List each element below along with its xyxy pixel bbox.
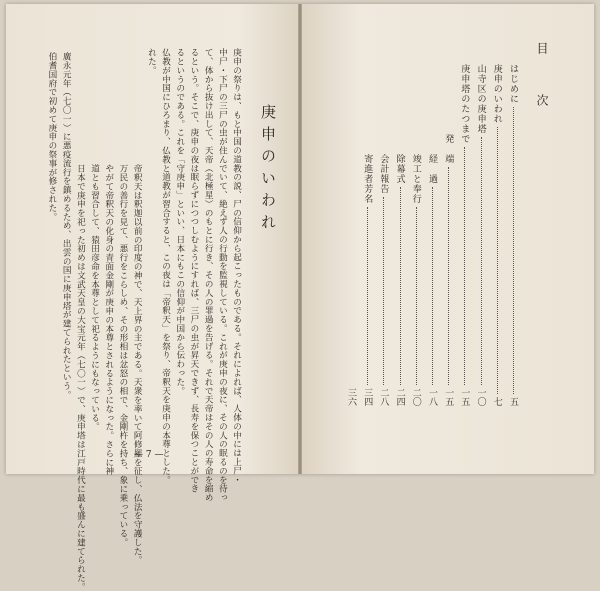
text-column: 万民の善行を見て、悪行をこらしめ、その形相は忿怒の相で、金剛杵を持ち、象に乗っている。 [117,164,128,547]
left-page [6,4,298,591]
toc-item-label: 寄進者芳名 [362,154,373,204]
text-column: 庚申の祭りは、もと中国の道教の説、尸の信仰から起こったものである。それによれば、人体の中には上尸・ [231,48,242,485]
toc-item-label: 会計報告 [378,154,389,194]
toc-leader-dots [367,207,368,385]
toc-leader-dots [432,187,433,385]
toc-item-page: 二八 [378,388,389,406]
text-column: れた。 [146,48,157,75]
toc-item-page: 二四 [394,388,405,406]
text-column: 中尸・下尸の三尸の虫が住んでいて、絶えず人の行動を監視している。これが庚申の夜に、その人の眠るのを待っ [217,48,228,502]
toc-item-label: 除幕式 [394,154,405,184]
section-title: 庚申のいわれ [259,104,277,236]
toc-leader-dots [464,147,465,385]
toc-item[interactable] [377,154,390,406]
toc-leader-dots [383,197,384,385]
toc-item-page: 三六 [346,388,356,406]
toc-item-label: 庚申塔のたつまで [459,64,470,144]
toc-item-label: 発 端 [443,134,454,164]
toc-item[interactable] [345,64,358,406]
toc-item-page: 五 [508,397,518,406]
toc-leader-dots [497,127,498,394]
toc-item-page: 三四 [362,388,373,406]
toc-leader-dots [400,187,401,385]
toc-item-page: 一五 [459,388,470,406]
page-number: — 7 — [134,450,164,460]
toc-leader-dots [481,137,482,385]
toc-item-page: 二〇 [410,388,421,406]
toc-title: 目 次 [535,42,549,120]
text-column: 廣永元年（七〇一）に悪疫流行を鎮めるため、出雲の国に庚申塔が建てられたという。 [61,52,72,400]
toc-item-page: 七 [491,397,502,406]
toc-item-label: 庚申のいわれ [491,64,502,124]
toc-item[interactable] [410,154,423,406]
toc-item-page: 一〇 [475,388,486,406]
toc-item[interactable] [426,154,439,406]
toc-item-label: 経 過 [427,154,437,184]
book-spread [6,4,594,591]
text-column: やがて帝釈天の化身の青面金剛が庚申の本尊とされるようになった。さらに神 [103,164,114,476]
toc-item-label: はじめに [508,64,518,104]
text-column: るという。そこで、庚申の夜は眠らずにつつしむようにすれば、三尸の虫が昇天できず、長寿を保つことができ [188,48,199,493]
toc-item-label: 竣工と奉行 [410,154,421,204]
toc-item-page: 一八 [427,388,437,406]
text-column: て、体から抜け出して、天帝（北極星）のもとに行き、その人の罪過を告げる。それで天帝はその人の寿命を縮め [203,48,214,502]
text-column: 日本で庚申を祀った初めは文武天皇の大宝元年（七〇一）で、庚申塔は江戸時代に最も盛んに建てられた。 [75,164,86,591]
toc-item[interactable] [507,64,520,406]
toc-leader-dots [416,207,417,385]
toc-item[interactable] [442,134,455,406]
toc-item-label: 山寺区の庚申塔 [475,64,486,134]
toc-item[interactable] [491,64,504,406]
text-column: 道とも習合して、猿田彦命を本尊として祀るようにもなっている。 [89,164,100,431]
toc-item[interactable] [394,154,407,406]
right-page [302,4,594,474]
text-column: るというのである。これを「守庚申」といい、日本にもこの信仰が中国から伝わった。 [174,48,185,396]
text-column: 仏教が中国にひろまり、仏教と道教が習合すると、この夜は「帝釈天」を祭り、帝釈天を庚申の本尊とした。 [160,48,171,485]
toc-item[interactable] [475,64,488,406]
text-column: 帝釈天は釈迦以前の印度の神で、天上界の主である。天衆を率いて阿修羅を征し、仏法を守護した。 [132,164,143,565]
toc-item[interactable] [458,64,471,406]
toc-leader-dots [448,167,449,385]
toc-leader-dots [513,107,514,394]
toc-item[interactable] [361,154,374,406]
toc-item-page: 一五 [443,388,454,406]
text-column: 伯耆国府で初めて庚申の祭事が修された。 [46,52,57,222]
